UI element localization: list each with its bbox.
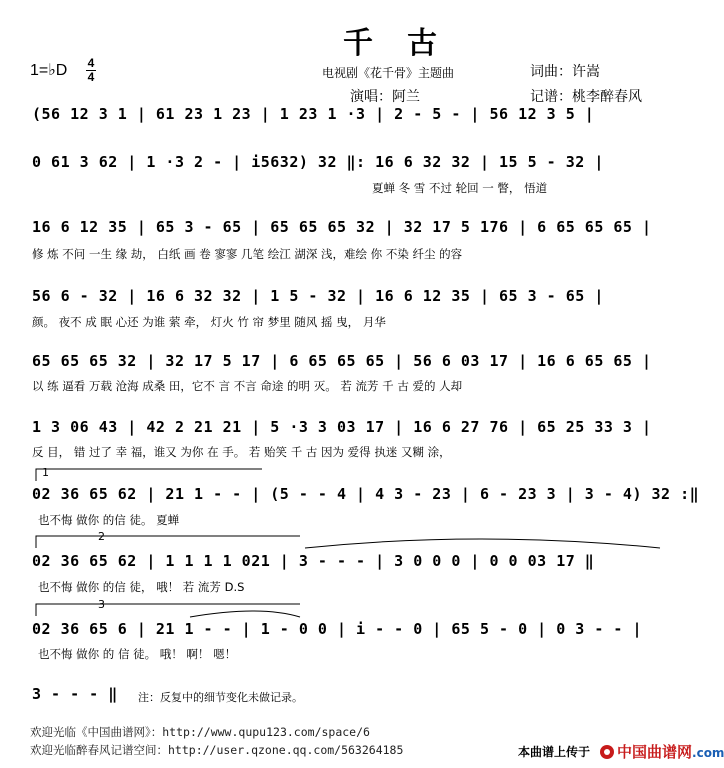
- score-row-8-notes: 02 36 65 62 | 1 1 1 1 021 | 3 - - - | 3 0 0 0 | 0 0 03 17 ‖: [32, 552, 595, 570]
- score-row-5-lyrics: 以 练 逼看 万载 沧海 成桑 田，它不 言 不言 命途 的明 灭。 若 流芳 千 古 爱的 人却: [32, 379, 463, 393]
- score-row-7-notes: 02 36 65 62 | 21 1 - - | (5 - - 4 | 4 3 - 23 | 6 - 23 3 | 3 - 4) 32 :‖: [32, 485, 700, 503]
- time-signature-bottom: 4: [87, 70, 95, 84]
- transcriber: 记谱：桃李醉春风: [530, 89, 642, 105]
- score-row-3-lyrics: 修 炼 不问 一生 缘 劫， 白纸 画 卷 寥寥 几笔 绘江 湖深 浅，难绘 你 不染 纤尘 的容: [32, 247, 463, 261]
- time-signature-top: 4: [87, 56, 95, 70]
- score-row-10-notes: 3 - - - ‖: [32, 685, 118, 703]
- composer: 词曲：许嵩: [530, 64, 600, 80]
- tie-slur-row-9: [190, 611, 300, 617]
- singer: 演唱：阿兰: [350, 89, 420, 105]
- subtitle: 电视剧《花千骨》主题曲: [322, 66, 455, 80]
- volta-3-label: 3: [98, 598, 105, 611]
- logo-text: [617, 741, 724, 762]
- logo-icon: [600, 745, 614, 759]
- score-row-8-lyrics: 也不悔 做你 的信 徒， 哦！ 若 流芳 D.S: [38, 580, 245, 594]
- score-row-3-notes: 16 6 12 35 | 65 3 - 65 | 65 65 65 32 | 32 17 5 176 | 6 65 65 65 |: [32, 218, 652, 236]
- logo-sub: .com: [692, 746, 724, 760]
- song-title: 千古: [343, 26, 471, 61]
- score-row-4-lyrics: 颜。 夜不 成 眠 心还 为谁 萦 牵， 灯火 竹 帘 梦里 随风 摇 曳， 月华: [32, 315, 386, 329]
- score-row-6-notes: 1 3 06 43 | 42 2 21 21 | 5 ·3 3 03 17 | 16 6 27 76 | 65 25 33 3 |: [32, 418, 652, 436]
- volta-1-label: 1: [42, 466, 49, 479]
- score-row-2-lyrics: 夏蝉 冬 雪 不过 轮回 一 瞥， 悟道: [372, 181, 548, 195]
- footer-link-qzone[interactable]: 欢迎光临醉春风记谱空间：http://user.qzone.qq.com/563264185: [30, 743, 404, 757]
- score-row-9-lyrics: 也不悔 做你 的 信 徒。 哦！ 啊！ 嗯！: [38, 647, 237, 661]
- score-row-5-notes: 65 65 65 32 | 32 17 5 17 | 6 65 65 65 | 56 6 03 17 | 16 6 65 65 |: [32, 352, 652, 370]
- score-row-2-notes: 0 61 3 62 | 1 ·3 2 - | i5632) 32 ‖: 16 6 32 32 | 15 5 - 32 |: [32, 153, 604, 171]
- volta-2-bracket: [36, 536, 300, 548]
- upload-label: 本曲谱上传于: [518, 745, 591, 759]
- score-row-7-lyrics: 也不悔 做你 的信 徒。 夏蝉: [38, 513, 180, 527]
- tie-slur-row-8: [305, 539, 660, 548]
- footer-link-qupu[interactable]: 欢迎光临《中国曲谱网》：http://www.qupu123.com/space/6: [30, 725, 370, 739]
- score-row-1-notes: (56 12 3 1 | 61 23 1 23 | 1 23 1 ·3 | 2 - 5 - | 56 12 3 5 |: [32, 105, 595, 123]
- volta-3-bracket: [36, 604, 300, 616]
- volta-2-label: 2: [98, 530, 105, 543]
- score-row-4-notes: 56 6 - 32 | 16 6 32 32 | 1 5 - 32 | 16 6 12 35 | 65 3 - 65 |: [32, 287, 604, 305]
- site-logo[interactable]: [600, 741, 724, 762]
- score-row-9-notes: 02 36 65 6 | 21 1 - - | 1 - 0 0 | i - - 0 | 65 5 - 0 | 0 3 - - |: [32, 620, 642, 638]
- volta-1-bracket: [36, 469, 262, 481]
- footnote: 注：反复中的细节变化未做记录。: [138, 691, 303, 704]
- key-signature: 1=♭D: [30, 62, 68, 79]
- logo-main: 中国曲谱网: [617, 743, 693, 761]
- score-row-6-lyrics: 反 目， 错 过了 幸 福，谁又 为你 在 手。 若 贻笑 千 古 因为 爱得 执迷 又糊 涂，: [32, 445, 451, 459]
